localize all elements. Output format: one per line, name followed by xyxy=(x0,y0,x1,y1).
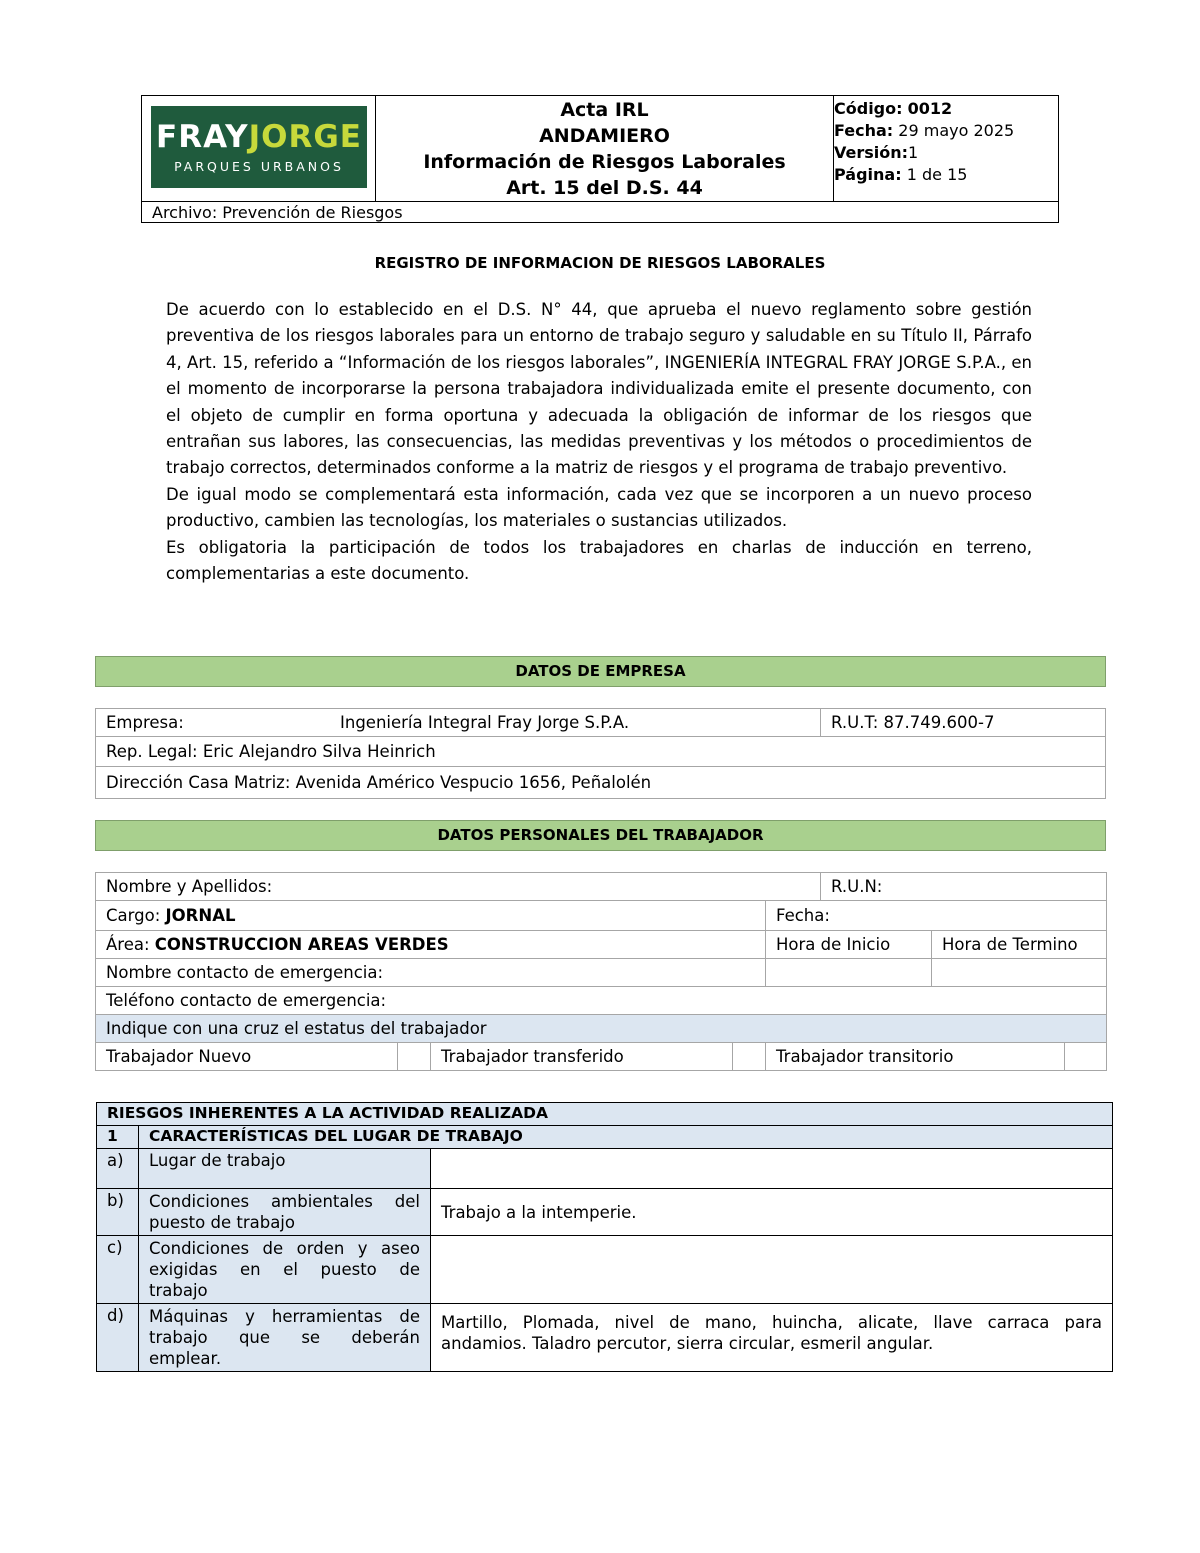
hora-termino-label: Hora de Termino xyxy=(932,931,1107,959)
empresa-section-title: DATOS DE EMPRESA xyxy=(95,656,1106,687)
table-row xyxy=(97,1304,1113,1372)
document-title xyxy=(376,97,833,201)
logo-brand-b: JORGE xyxy=(248,118,362,155)
table-row xyxy=(97,1236,1113,1304)
trabajador-section-title: DATOS PERSONALES DEL TRABAJADOR xyxy=(95,820,1106,851)
document-header xyxy=(141,95,1059,223)
fecha-value: 29 mayo 2025 xyxy=(898,121,1015,140)
cargo-cell: Cargo: JORNAL xyxy=(96,901,766,931)
intro-text xyxy=(166,297,1032,587)
title-line-4: Art. 15 del D.S. 44 xyxy=(506,176,703,199)
hora-inicio-label: Hora de Inicio xyxy=(766,931,932,959)
riesgos-title: RIESGOS INHERENTES A LA ACTIVIDAD REALIZADA xyxy=(97,1103,1113,1126)
direccion-cell: Dirección Casa Matriz: Avenida Américo Vespucio 1656, Peñalolén xyxy=(96,767,1106,799)
codigo-line: Código: 0012 xyxy=(834,99,953,118)
title-line-3: Información de Riesgos Laborales xyxy=(423,150,786,173)
paragraph-3: Es obligatoria la participación de todos los trabajadores en charlas de inducción en terreno, complementarias a este documento. xyxy=(166,537,1032,584)
contacto-nombre-field[interactable]: Nombre contacto de emergencia: xyxy=(96,959,766,987)
hora-inicio-field[interactable] xyxy=(766,959,932,987)
area-value: CONSTRUCCION AREAS VERDES xyxy=(154,935,449,954)
area-cell: Área: CONSTRUCCION AREAS VERDES xyxy=(96,931,766,959)
row-label: Lugar de trabajo xyxy=(139,1149,431,1189)
version-value: 1 xyxy=(908,143,919,162)
empresa-table xyxy=(95,708,1106,799)
meta-cell xyxy=(834,96,1059,202)
rep-legal-cell: Rep. Legal: Eric Alejandro Silva Heinrich xyxy=(96,737,1106,767)
estatus-nuevo-checkbox[interactable] xyxy=(398,1043,431,1071)
section-number: 1 xyxy=(97,1126,139,1149)
section-title: CARACTERÍSTICAS DEL LUGAR DE TRABAJO xyxy=(139,1126,1113,1149)
archivo-value: Prevención de Riesgos xyxy=(222,202,403,222)
trabajador-table xyxy=(95,872,1107,1071)
row-letter: c) xyxy=(97,1236,139,1304)
title-cell xyxy=(376,96,834,202)
row-letter: b) xyxy=(97,1189,139,1236)
row-label: Máquinas y herramientas de trabajo que se deberán emplear. xyxy=(139,1304,431,1372)
row-label: Condiciones de orden y aseo exigidas en el puesto de trabajo xyxy=(139,1236,431,1304)
codigo-value: 0012 xyxy=(907,99,953,118)
estatus-nuevo-label: Trabajador Nuevo xyxy=(96,1043,398,1071)
title-line-2: ANDAMIERO xyxy=(539,124,670,147)
lugar-trabajo-value[interactable] xyxy=(431,1149,1113,1189)
paragraph-1: De acuerdo con lo establecido en el D.S. N° 44, que aprueba el nuevo reglamento sobre gestión preventiva de los riesgos laborales para un entorno de trabajo seguro y saludable en su Título II, Párrafo 4, Art. 15, referido a “Información de los riesgos laborales”, INGENIERÍA INTEGRAL FRAY JORGE S.P.A., en el momento de incorporarse la persona trabajadora individualizada emite el presente documento, con el objeto de cumplir en forma oportuna y adecuada la obligación de informar de los riesgos que entrañan sus labores, las consecuencias, las medidas preventivas y los métodos o procedimientos de trabajo correctos, determinados conforme a la matriz de riesgos y el programa de trabajo preventivo. xyxy=(166,300,1032,478)
row-label: Condiciones ambientales del puesto de trabajo xyxy=(139,1189,431,1236)
archivo-row: Archivo: Prevención de Riesgos xyxy=(142,202,1059,223)
orden-aseo-value[interactable] xyxy=(431,1236,1113,1304)
table-row xyxy=(97,1189,1113,1236)
estatus-instruction: Indique con una cruz el estatus del trabajador xyxy=(96,1015,1107,1043)
row-letter: a) xyxy=(97,1149,139,1189)
paragraph-2: De igual modo se complementará esta información, cada vez que se incorporen a un nuevo proceso productivo, cambien las tecnologías, los materiales o sustancias utilizados. xyxy=(166,484,1032,531)
estatus-transferido-label: Trabajador transferido xyxy=(431,1043,733,1071)
rut-cell: R.U.T: 87.749.600-7 xyxy=(821,709,1106,737)
estatus-transferido-checkbox[interactable] xyxy=(733,1043,766,1071)
logo-tagline: PARQUES URBANOS xyxy=(174,158,344,174)
estatus-transitorio-label: Trabajador transitorio xyxy=(766,1043,1065,1071)
contacto-telefono-field[interactable]: Teléfono contacto de emergencia: xyxy=(96,987,1107,1015)
pagina-line: Página: 1 de 15 xyxy=(834,165,968,184)
empresa-cell: Empresa: Ingeniería Integral Fray Jorge S.P.A. xyxy=(96,709,821,737)
register-title: REGISTRO DE INFORMACION DE RIESGOS LABORALES xyxy=(374,254,826,272)
estatus-transitorio-checkbox[interactable] xyxy=(1065,1043,1107,1071)
fecha-field[interactable]: Fecha: xyxy=(766,901,1107,931)
row-letter: d) xyxy=(97,1304,139,1372)
version-line: Versión:1 xyxy=(834,143,919,162)
cargo-value: JORNAL xyxy=(165,906,236,925)
nombre-field[interactable]: Nombre y Apellidos: xyxy=(96,873,821,901)
table-row xyxy=(97,1149,1113,1189)
hora-termino-field[interactable] xyxy=(932,959,1107,987)
logo-brand-a: FRAY xyxy=(156,118,249,155)
logo-cell xyxy=(142,96,376,202)
pagina-value: 1 de 15 xyxy=(906,165,968,184)
riesgos-table xyxy=(96,1102,1113,1372)
fecha-line: Fecha: 29 mayo 2025 xyxy=(834,121,1015,140)
condiciones-ambientales-value: Trabajo a la intemperie. xyxy=(431,1189,1113,1236)
title-line-1: Acta IRL xyxy=(560,98,649,121)
fray-jorge-logo xyxy=(151,106,367,188)
maquinas-herramientas-value: Martillo, Plomada, nivel de mano, huincha, alicate, llave carraca para andamios. Taladro percutor, sierra circular, esmeril angular. xyxy=(431,1304,1113,1372)
run-field[interactable]: R.U.N: xyxy=(821,873,1107,901)
empresa-value: Ingeniería Integral Fray Jorge S.P.A. xyxy=(340,713,630,732)
